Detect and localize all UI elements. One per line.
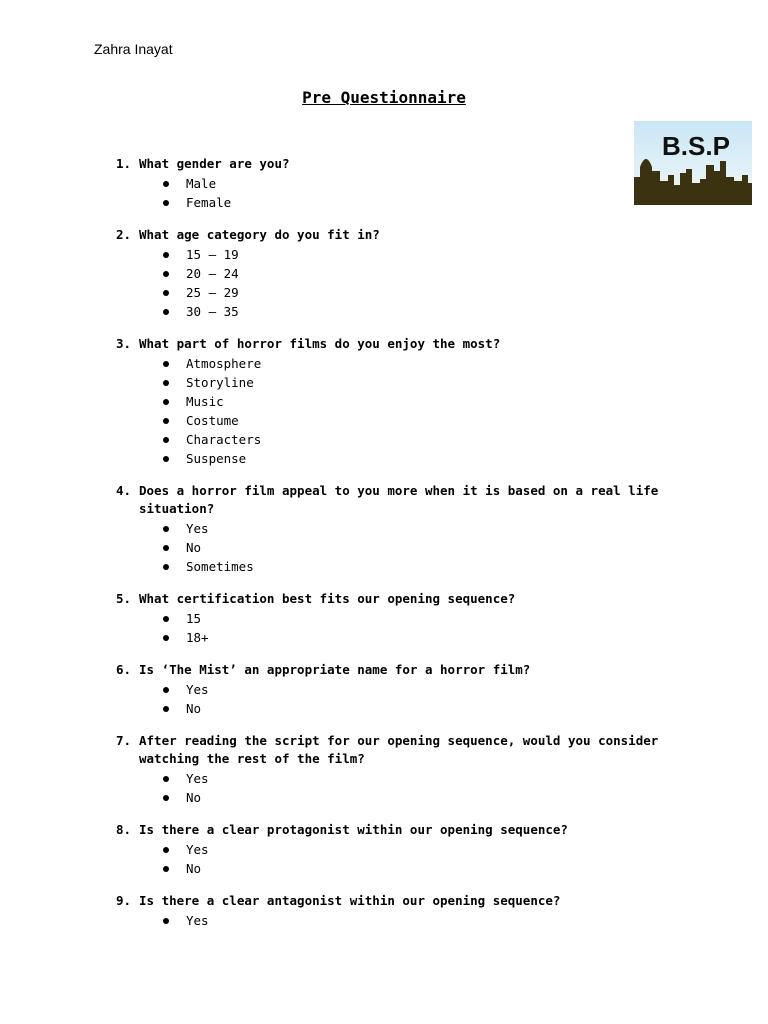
bullet-icon: [163, 706, 169, 712]
option-item: [116, 373, 716, 392]
question-text: What age category do you fit in?: [139, 227, 380, 242]
option-item: [116, 449, 716, 468]
option-item: [116, 911, 716, 930]
svg-text:B.S.P: B.S.P: [662, 131, 730, 161]
option-item: [116, 557, 716, 576]
bullet-icon: [163, 526, 169, 532]
option-text: Yes: [186, 771, 209, 786]
option-text: Sometimes: [186, 559, 254, 574]
bullet-icon: [163, 399, 169, 405]
bullet-icon: [163, 309, 169, 315]
question-number: 7.: [116, 733, 132, 748]
question-text: Is there a clear protagonist within our opening sequence?: [139, 822, 568, 837]
option-item: [116, 788, 716, 807]
option-text: 15 – 19: [186, 247, 239, 262]
option-text: Atmosphere: [186, 356, 262, 371]
option-text: Male: [186, 176, 217, 191]
question-number: 3.: [116, 336, 132, 351]
question-item: [116, 892, 716, 930]
option-item: [116, 430, 716, 449]
question-text: Does a horror film appeal to you more when it is based on a real life situation?: [139, 483, 659, 516]
option-item: [116, 859, 716, 878]
bullet-icon: [163, 776, 169, 782]
option-item: [116, 699, 716, 718]
question-number: 6.: [116, 662, 132, 677]
bullet-icon: [163, 866, 169, 872]
option-item: [116, 519, 716, 538]
option-text: 25 – 29: [186, 285, 239, 300]
author-name: Zahra Inayat: [94, 41, 173, 57]
option-text: 30 – 35: [186, 304, 239, 319]
option-list: [116, 245, 716, 321]
option-text: Characters: [186, 432, 262, 447]
option-list: [116, 911, 716, 930]
question-number: 4.: [116, 483, 132, 498]
bullet-icon: [163, 437, 169, 443]
question-text: Is ‘The Mist’ an appropriate name for a horror film?: [139, 662, 531, 677]
bullet-icon: [163, 918, 169, 924]
bullet-icon: [163, 380, 169, 386]
option-text: No: [186, 790, 202, 805]
option-text: Yes: [186, 842, 209, 857]
question-item: [116, 590, 716, 647]
bullet-icon: [163, 795, 169, 801]
option-text: Storyline: [186, 375, 254, 390]
bullet-icon: [163, 418, 169, 424]
option-text: Music: [186, 394, 224, 409]
option-text: 18+: [186, 630, 209, 645]
option-item: [116, 174, 716, 193]
option-text: Suspense: [186, 451, 247, 466]
question-text: What gender are you?: [139, 156, 290, 171]
option-item: [116, 628, 716, 647]
question-number: 8.: [116, 822, 132, 837]
option-text: Female: [186, 195, 232, 210]
option-text: No: [186, 861, 202, 876]
question-item: [116, 335, 716, 468]
bullet-icon: [163, 616, 169, 622]
bullet-icon: [163, 545, 169, 551]
option-list: [116, 354, 716, 468]
option-item: [116, 538, 716, 557]
bullet-icon: [163, 290, 169, 296]
option-item: [116, 680, 716, 699]
bullet-icon: [163, 456, 169, 462]
question-number: 1.: [116, 156, 132, 171]
question-text: Is there a clear antagonist within our opening sequence?: [139, 893, 561, 908]
question-item: [116, 155, 716, 212]
question-item: [116, 661, 716, 718]
option-text: Yes: [186, 913, 209, 928]
option-item: [116, 193, 716, 212]
option-item: [116, 245, 716, 264]
option-text: Yes: [186, 682, 209, 697]
option-text: 15: [186, 611, 202, 626]
option-text: No: [186, 701, 202, 716]
question-item: [116, 732, 716, 807]
question-number: 5.: [116, 591, 132, 606]
option-text: Yes: [186, 521, 209, 536]
bullet-icon: [163, 687, 169, 693]
option-item: [116, 302, 716, 321]
option-item: [116, 769, 716, 788]
bullet-icon: [163, 847, 169, 853]
option-text: No: [186, 540, 202, 555]
option-list: [116, 680, 716, 718]
option-list: [116, 840, 716, 878]
option-text: 20 – 24: [186, 266, 239, 281]
option-item: [116, 411, 716, 430]
bullet-icon: [163, 200, 169, 206]
option-item: [116, 392, 716, 411]
page-title: Pre Questionnaire: [302, 88, 466, 107]
question-text: What certification best fits our opening sequence?: [139, 591, 516, 606]
option-list: [116, 769, 716, 807]
option-item: [116, 609, 716, 628]
bullet-icon: [163, 181, 169, 187]
option-list: [116, 174, 716, 212]
question-list: [116, 155, 716, 944]
option-item: [116, 283, 716, 302]
bullet-icon: [163, 635, 169, 641]
bullet-icon: [163, 361, 169, 367]
option-list: [116, 609, 716, 647]
question-number: 9.: [116, 893, 132, 908]
option-item: [116, 840, 716, 859]
option-item: [116, 264, 716, 283]
question-text: After reading the script for our opening sequence, would you consider watching the rest of the film?: [139, 733, 659, 766]
question-item: [116, 821, 716, 878]
question-item: [116, 482, 716, 576]
bullet-icon: [163, 564, 169, 570]
option-list: [116, 519, 716, 576]
bullet-icon: [163, 252, 169, 258]
bullet-icon: [163, 271, 169, 277]
question-text: What part of horror films do you enjoy the most?: [139, 336, 501, 351]
option-item: [116, 354, 716, 373]
question-number: 2.: [116, 227, 132, 242]
option-text: Costume: [186, 413, 239, 428]
question-item: [116, 226, 716, 321]
